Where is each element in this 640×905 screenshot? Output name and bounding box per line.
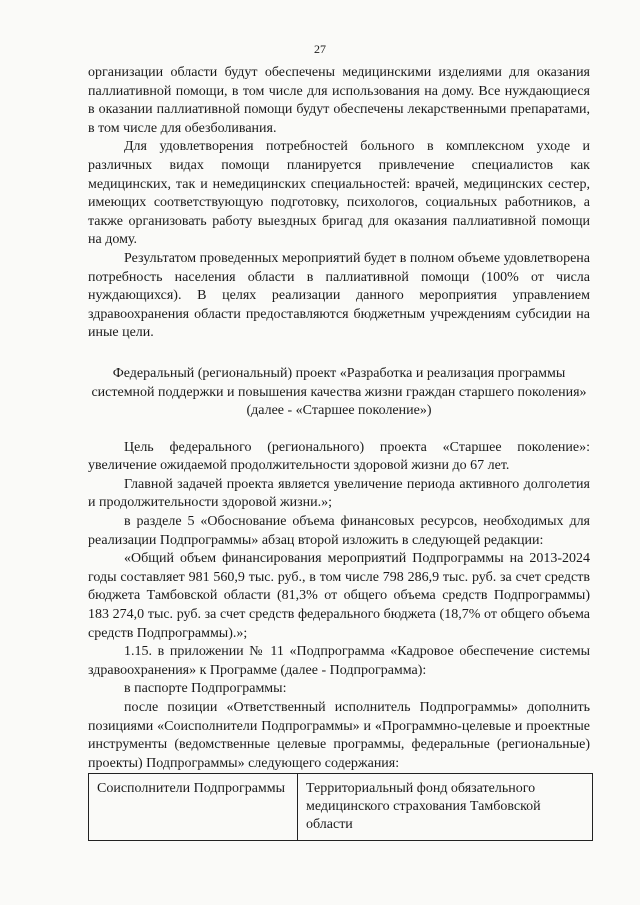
paragraph: после позиции «Ответственный исполнитель Подпрограммы» дополнить позициями «Соисполнители Подпрограммы» и «Программно-целевые и проектные инструменты (ведомственные целевые программы, федеральные (региональные) проекты) Подпрограммы» следующего содержания: (88, 700, 590, 771)
paragraph: Для удовлетворения потребностей больного в комплексном уходе и различных видах помощи планируется привлечение специалистов как медицинских, так и немедицинских специальностей: врачей, медицинских сестер, имеющих соответствующую подготовку, психологов, социальных работников, а также организовать работу выездных бригад для оказания паллиативной помощи на дому. (88, 139, 590, 248)
paragraph: «Общий объем финансирования мероприятий Подпрограммы на 2013-2024 годы составляет 981 560,9 тыс. руб., в том числе 798 286,9 тыс. руб. за счет средств бюджета Тамбовской области (81,3% от общего объема средств Подпрограммы) 183 274,0 тыс. руб. за счет средств федерального бюджета (18,7% от общего объема средств Подпрограммы).»; (88, 551, 590, 641)
section-title: Федеральный (региональный) проект «Разработка и реализация программы системной поддержки и повышения качества жизни граждан старшего поколения» (далее - «Старшее поколение») (91, 365, 587, 419)
passport-table (88, 773, 593, 841)
paragraph: Цель федерального (регионального) проекта «Старшее поколение»: увеличение ожидаемой продолжительности здоровой жизни до 67 лет. (88, 439, 590, 474)
table-row (89, 774, 593, 841)
paragraph: Результатом проведенных мероприятий будет в полном объеме удовлетворена потребность населения области в паллиативной помощи (100% от числа нуждающихся). В целях реализации данного мероприятия управлением здравоохранения области предоставляются бюджетным учреждениям субсидии на иные цели. (88, 250, 590, 341)
paragraph: в паспорте Подпрограммы: (124, 681, 287, 697)
paragraph: Главной задачей проекта является увеличение периода активного долголетия и продолжительности здоровой жизни.»; (88, 476, 590, 511)
paragraph: 1.15. в приложении № 11 «Подпрограмма «Кадровое обеспечение системы здравоохранения» к Программе (далее - Подпрограмма): (88, 644, 590, 678)
paragraph: в разделе 5 «Обоснование объема финансовых ресурсов, необходимых для реализации Подпрограммы» абзац второй изложить в следующей редакции: (88, 514, 590, 548)
document-body (88, 64, 590, 773)
page-number: 27 (314, 42, 326, 56)
table-cell-value: Территориальный фонд обязательного медицинского страхования Тамбовской области (298, 774, 593, 841)
paragraph: организации области будут обеспечены медицинскими изделиями для оказания паллиативной помощи, в том числе для использования на дому. Все нуждающиеся в оказании паллиативной помощи будут обеспечены лекарственными препаратами, в том числе для обезболивания. (88, 65, 590, 136)
table-cell-label: Соисполнители Подпрограммы (89, 774, 298, 841)
